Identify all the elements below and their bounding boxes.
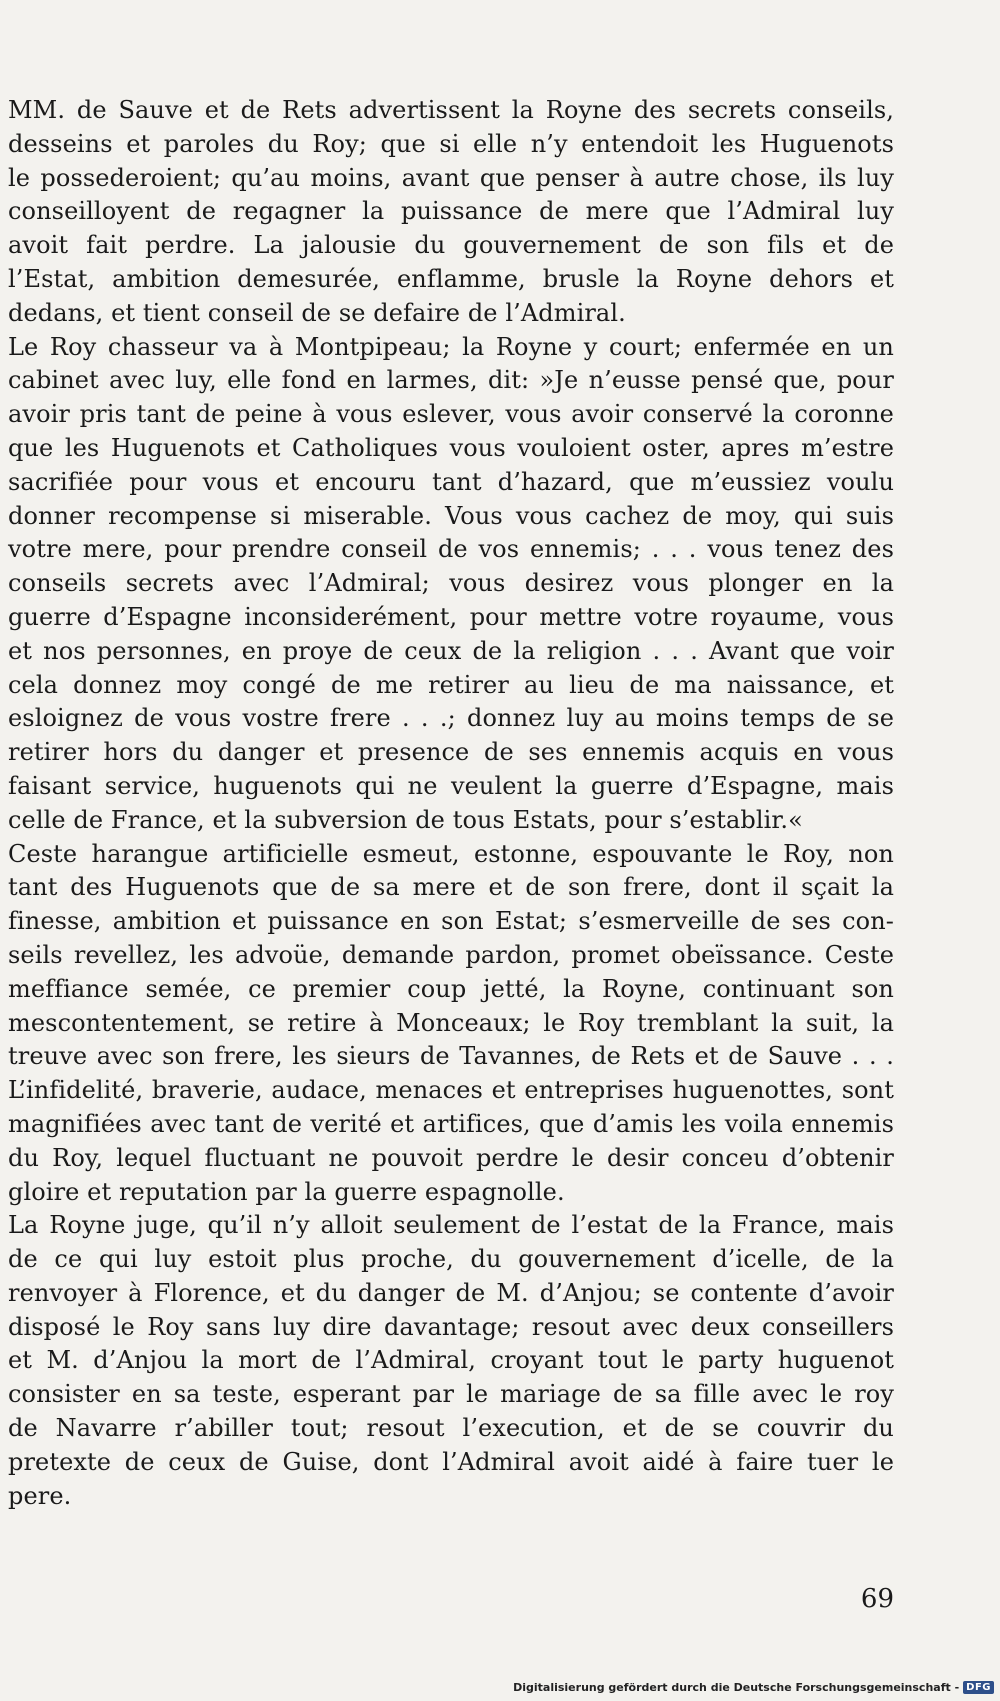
text-line: de ce qui luy estoit plus proche, du gouvernement d’icelle, de la	[8, 1245, 894, 1274]
text-line: consister en sa teste, esperant par le mariage de sa fille avec le roy	[8, 1380, 894, 1409]
text-line: conseils secrets avec l’Admiral; vous desirez vous plonger en la	[8, 569, 894, 598]
text-line: finesse, ambition et puissance en son Estat; s’esmerveille de ses con-	[8, 907, 894, 936]
text-line: que les Huguenots et Catholiques vous vouloient oster, apres m’estre	[8, 433, 894, 462]
text-line: conseilloyent de regagner la puissance de mere que l’Admiral luy	[8, 197, 894, 226]
text-line: tant des Huguenots que de sa mere et de son frere, dont il sçait la	[8, 873, 894, 902]
text-line: l’Estat, ambition demesurée, enflamme, brusle la Royne dehors et	[8, 264, 894, 293]
text-line: disposé le Roy sans luy dire davantage; resout avec deux conseillers	[8, 1312, 894, 1341]
text-line: La Royne juge, qu’il n’y alloit seulement de l’estat de la France, mais	[8, 1211, 894, 1240]
text-line: cabinet avec luy, elle fond en larmes, dit: »Je n’eusse pensé que, pour	[8, 366, 894, 395]
text-line: le possederoient; qu’au moins, avant que penser à autre chose, ils luy	[8, 163, 894, 192]
text-line: Ceste harangue artificielle esmeut, estonne, espouvante le Roy, non	[8, 839, 894, 868]
text-line: cela donnez moy congé de me retirer au lieu de ma naissance, et	[8, 670, 894, 699]
text-line: Le Roy chasseur va à Montpipeau; la Royne y court; enfermée en un	[8, 332, 894, 361]
text-line: et M. d’Anjou la mort de l’Admiral, croyant tout le party huguenot	[8, 1346, 894, 1375]
text-line: celle de France, et la subversion de tous Estats, pour s’establir.«	[8, 805, 803, 834]
text-line: du Roy, lequel fluctuant ne pouvoit perdre le desir conceu d’obtenir	[8, 1143, 894, 1172]
text-line: MM. de Sauve et de Rets advertissent la Royne des secrets conseils,	[8, 96, 894, 124]
text-line: renvoyer à Florence, et du danger de M. d’Anjou; se contente d’avoir	[8, 1278, 894, 1307]
digitization-credit	[513, 1677, 994, 1697]
text-line: et nos personnes, en proye de ceux de la religion . . . Avant que voir	[8, 636, 894, 665]
text-line: de Navarre r’abiller tout; resout l’execution, et de se couvrir du	[8, 1414, 894, 1443]
text-line: pretexte de ceux de Guise, dont l’Admiral avoit aidé à faire tuer le	[8, 1447, 894, 1476]
text-line: desseins et paroles du Roy; que si elle n’y entendoit les Huguenots	[8, 129, 894, 158]
body-text	[8, 94, 894, 1513]
text-line: guerre d’Espagne inconsiderément, pour mettre votre royaume, vous	[8, 602, 894, 631]
text-line: treuve avec son frere, les sieurs de Tavannes, de Rets et de Sauve . . .	[8, 1042, 894, 1071]
text-line: gloire et reputation par la guerre espagnolle.	[8, 1177, 565, 1206]
text-line: donner recompense si miserable. Vous vous cachez de moy, qui suis	[8, 501, 894, 530]
text-line: mescontentement, se retire à Monceaux; le Roy tremblant la suit, la	[8, 1008, 894, 1037]
credit-text: Digitalisierung gefördert durch die Deutsche Forschungsgemeinschaft -	[513, 1680, 960, 1694]
text-line: faisant service, huguenots qui ne veulent la guerre d’Espagne, mais	[8, 771, 894, 800]
text-line: meffiance semée, ce premier coup jetté, la Royne, continuant son	[8, 974, 894, 1003]
text-line: votre mere, pour prendre conseil de vos ennemis; . . . vous tenez des	[8, 535, 894, 564]
text-line: seils revellez, les advoüe, demande pardon, promet obeïssance. Ceste	[8, 940, 894, 969]
text-line: avoir pris tant de peine à vous eslever, vous avoir conservé la coronne	[8, 400, 894, 429]
text-line: dedans, et tient conseil de se defaire de l’Admiral.	[8, 298, 626, 327]
dfg-logo: DFG	[963, 1681, 994, 1694]
text-line: L’infidelité, braverie, audace, menaces et entreprises huguenottes, sont	[8, 1076, 894, 1105]
text-line: retirer hors du danger et presence de ses ennemis acquis en vous	[8, 738, 894, 767]
text-line: magnifiées avec tant de verité et artifices, que d’amis les voila ennemis	[8, 1109, 894, 1138]
text-line: sacrifiée pour vous et encouru tant d’hazard, que m’eussiez voulu	[8, 467, 894, 496]
text-line: pere.	[8, 1481, 72, 1510]
text-line: esloignez de vous vostre frere . . .; donnez luy au moins temps de se	[8, 704, 894, 733]
page-number: 69	[860, 1584, 894, 1614]
text-line: avoit fait perdre. La jalousie du gouvernement de son fils et de	[8, 231, 894, 260]
